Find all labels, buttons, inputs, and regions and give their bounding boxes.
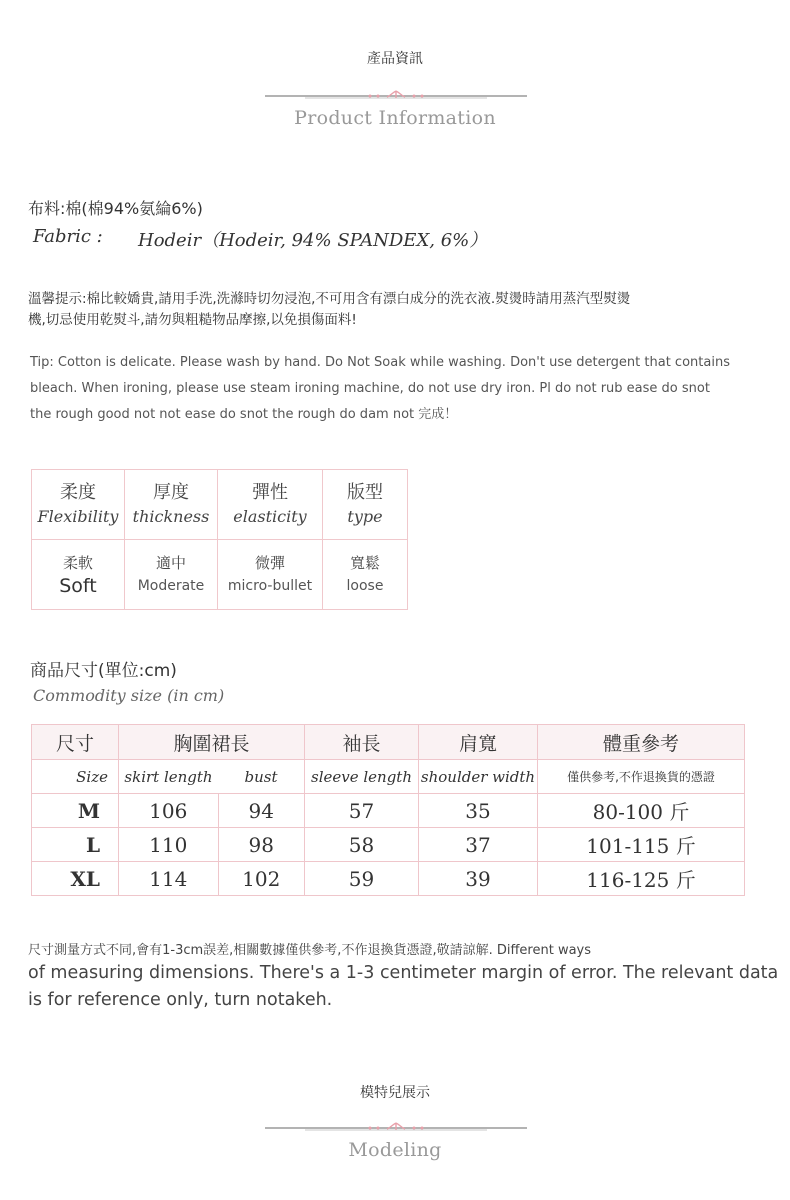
care-en-line: Tip: Cotton is delicate. Please wash by hand. Do Not Soak while washing. Don't use detergent that contains [30,355,730,370]
care-cn-line: 溫馨提示:棉比較嬌貴,請用手洗,洗滌時切勿浸泡,不可用含有漂白成分的洗衣液.熨燙時請用蒸汽型熨燙 [28,291,631,307]
fabric-attribute-table [31,469,408,610]
size-header-cell: 袖長 [305,725,419,760]
table-row: M 106 94 57 35 80-100 斤 [32,794,745,828]
size-header-en-cell: skirt length [119,760,219,794]
measure-note-line: 尺寸測量方式不同,會有1-3cm誤差,相關數據僅供參考,不作退換貨憑證,敬請諒解. Different ways [28,943,592,958]
size-header-en-cell: 僅供參考,不作退換貨的憑證 [538,760,745,794]
size-header-en-cell: Size [32,760,119,794]
care-en-line: the rough good not not ease do snot the rough do dam not 完成！ [30,407,458,422]
size-header-cell: 體重參考 [538,725,745,760]
measure-note-line: is for reference only, turn notakeh. [28,990,333,1010]
attr-value-elasticity: 微彈 micro-bullet [218,540,323,610]
product-info-header [0,48,790,68]
size-section-title-cn: 商品尺寸(單位:cm) [30,661,177,681]
ornament-divider-icon [265,1121,527,1133]
size-header-cell: 胸圍裙長 [119,725,305,760]
attr-value-flexibility: 柔軟 Soft [32,540,125,610]
size-table-header-cn [32,725,745,760]
measurement-note [28,942,778,1014]
attr-value-type: 寬鬆 loose [323,540,408,610]
modeling-title-cn: 模特兒展示 [360,1085,430,1101]
ornament-divider-icon [265,89,527,101]
product-info-title-cn: 產品資訊 [367,51,423,67]
modeling-header [0,1082,790,1102]
size-header-en-cell: sleeve length [305,760,419,794]
care-instructions-cn [28,289,630,331]
fabric-cn: 布料:棉(棉94%氨綸6%) [28,199,203,218]
modeling-title-en: Modeling [348,1139,442,1161]
size-header-en-cell: shoulder width [419,760,538,794]
table-row: L 110 98 58 37 101-115 斤 [32,828,745,862]
fabric-en-label: Fabric : [33,226,103,247]
table-row: XL 114 102 59 39 116-125 斤 [32,862,745,896]
fabric-en-value: Hodeir（Hodeir, 94% SPANDEX, 6%） [138,230,488,251]
size-table [31,724,745,896]
care-instructions-en [30,350,730,428]
attr-header-thickness: 厚度 thickness [125,470,218,540]
size-table-header-en [32,760,745,794]
size-section-title-en: Commodity size (in cm) [33,686,225,705]
size-header-cell: 尺寸 [32,725,119,760]
attr-header-type: 版型 type [323,470,408,540]
attr-value-thickness: 適中 Moderate [125,540,218,610]
product-info-title-en: Product Information [294,107,496,129]
measure-note-line: of measuring dimensions. There's a 1-3 centimeter margin of error. The relevant data [28,963,779,983]
attr-header-flexibility: 柔度 Flexibility [32,470,125,540]
size-header-en-cell: bust [218,760,305,794]
attr-header-elasticity: 彈性 elasticity [218,470,323,540]
size-header-cell: 肩寬 [419,725,538,760]
care-cn-line: 機,切忌使用乾熨斗,請勿與粗糙物品摩擦,以免損傷面料! [28,312,357,328]
care-en-line: bleach. When ironing, please use steam ironing machine, do not use dry iron. Pl do not rub ease do snot [30,381,710,396]
